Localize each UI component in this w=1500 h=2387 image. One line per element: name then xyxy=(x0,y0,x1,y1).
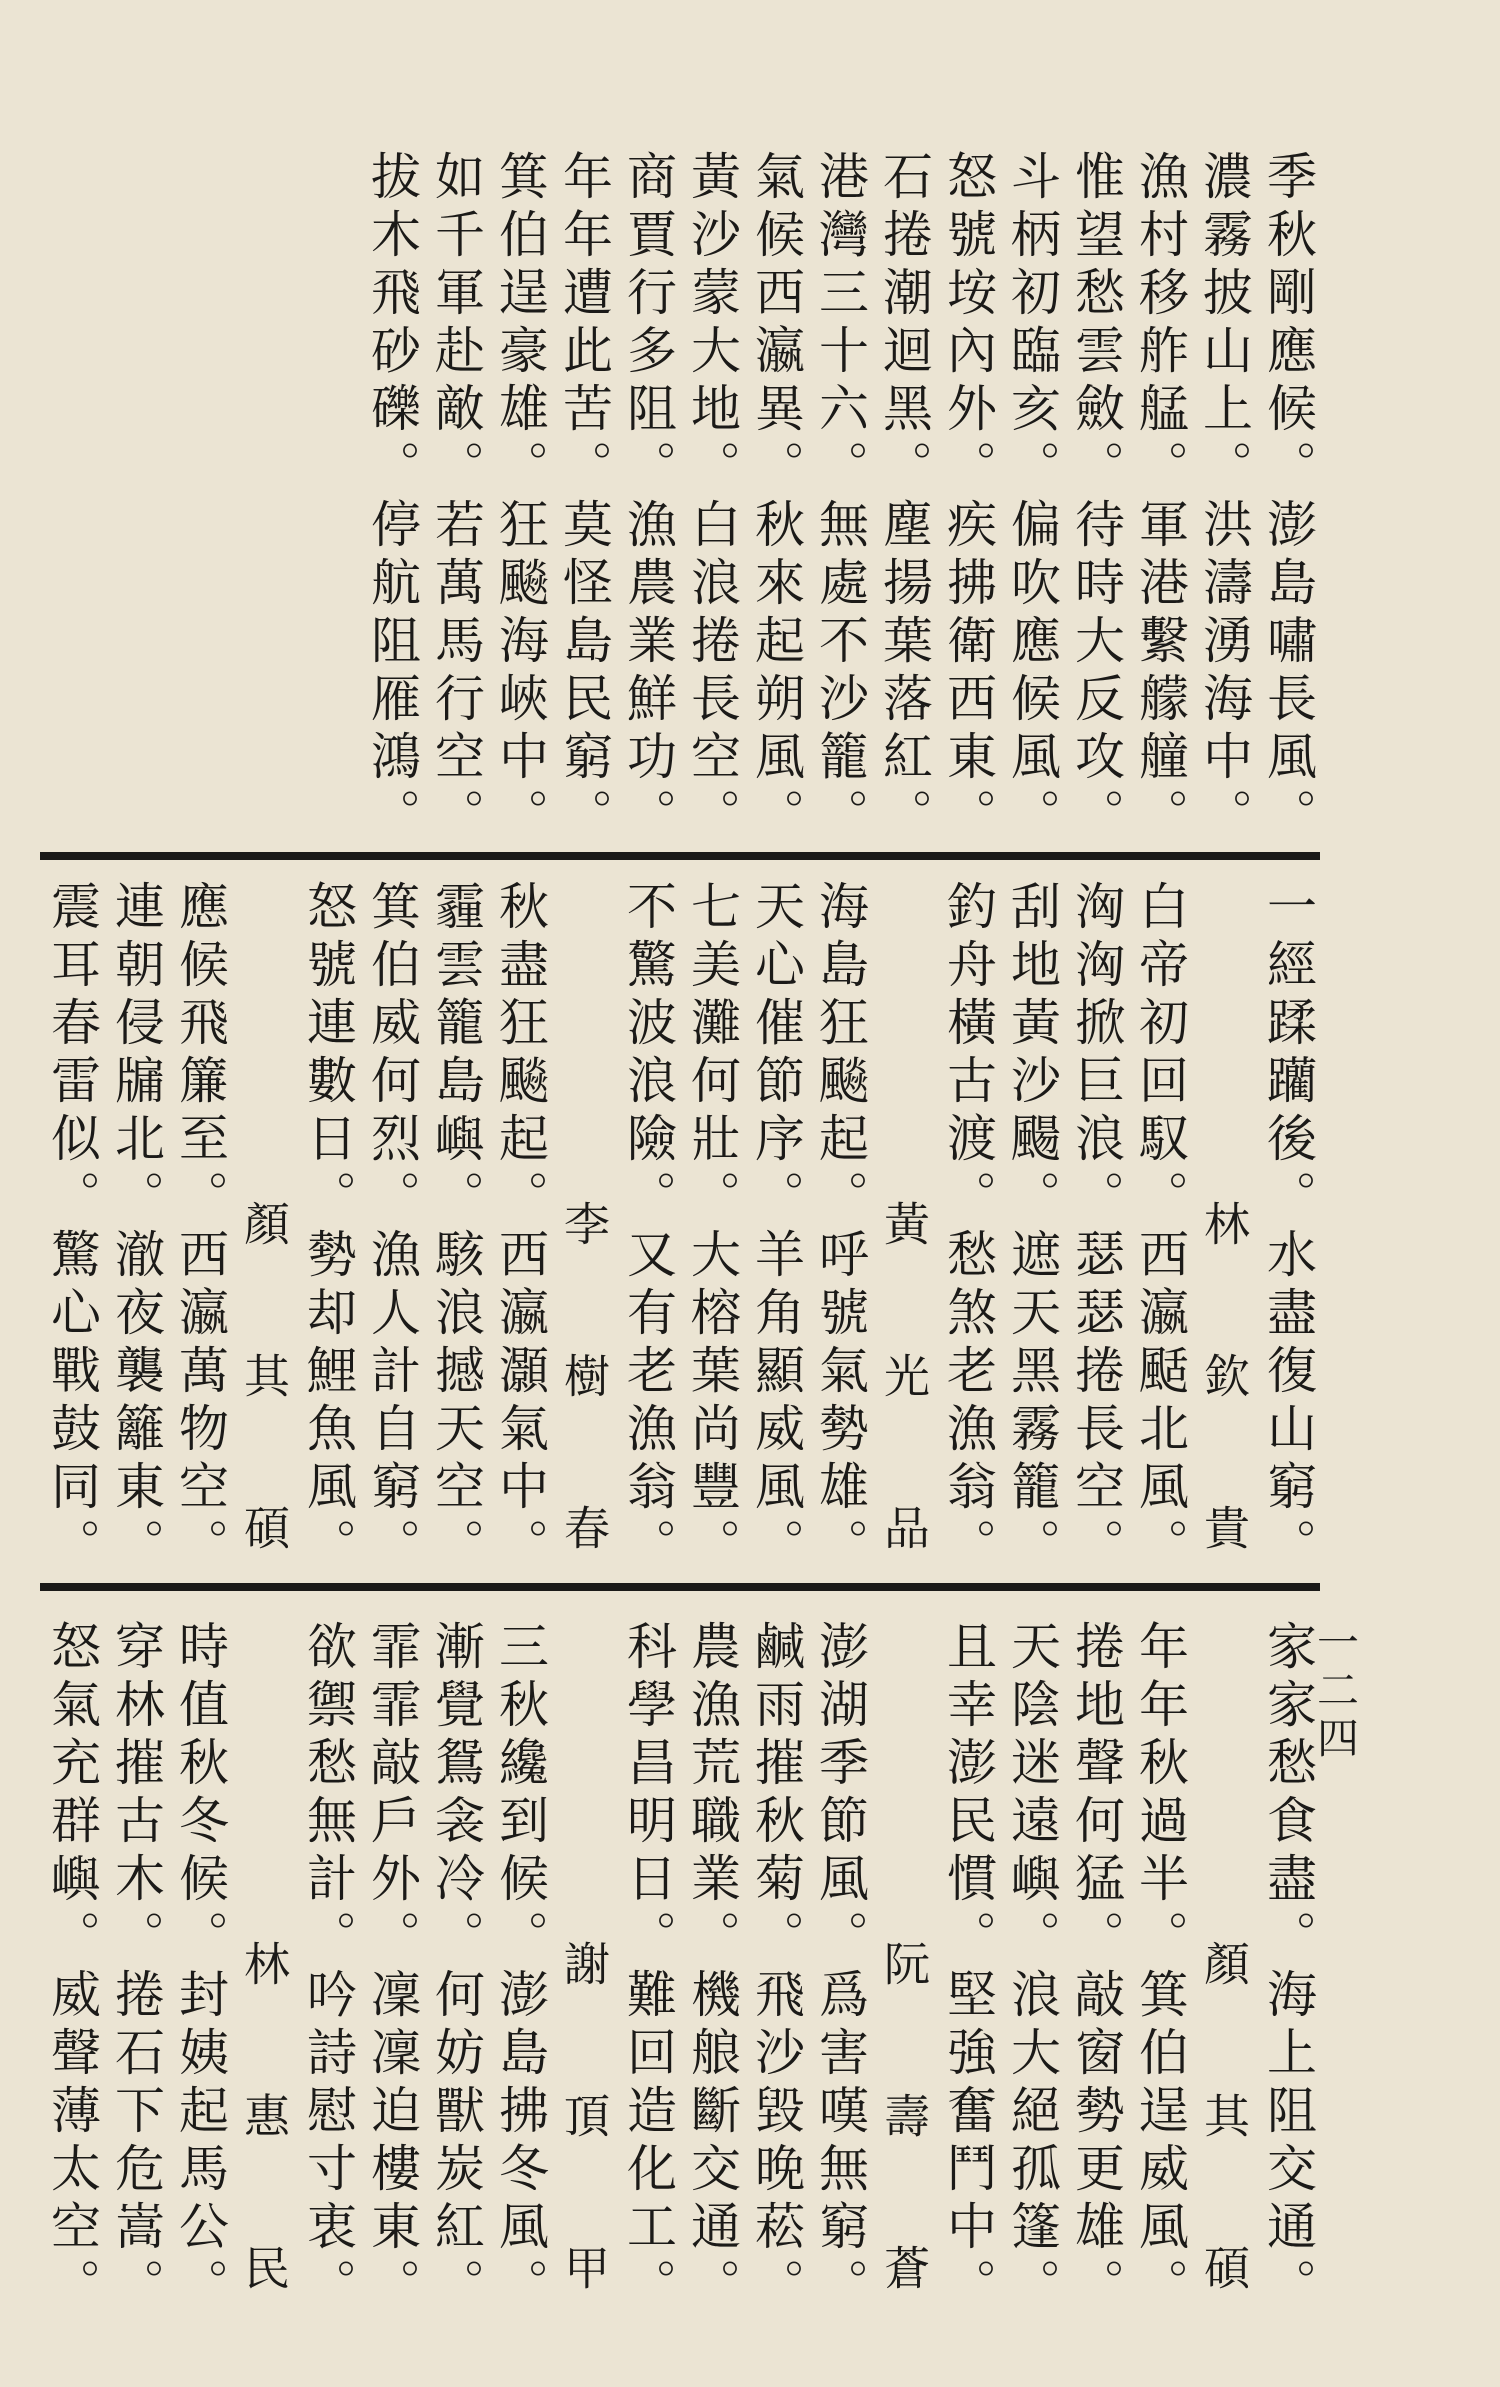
verse-column: 怒號連數日。勢却鯉魚風。 xyxy=(299,880,357,1576)
verse-column: 惟望愁雲斂。待時大反攻。 xyxy=(1067,150,1125,846)
verse-column: 穿林摧古木。捲石下危嵩。 xyxy=(107,1620,165,2316)
author-name: 顏 其 碩 xyxy=(1197,1940,1251,2320)
verse-column: 年年秋過半。箕伯逞威風。 xyxy=(1131,1620,1189,2316)
author-name: 林 欽 貴 xyxy=(1197,1200,1251,1580)
verse-column: 刮地黃沙颺。遮天黑霧籠。 xyxy=(1003,880,1061,1576)
verse-column: 商賈行多阻。漁農業鮮功。 xyxy=(619,150,677,846)
author-name: 謝 頂 甲 xyxy=(557,1940,611,2320)
verse-column: 天心催節序。羊角顯威風。 xyxy=(747,880,805,1576)
verse-column: 怒號垵內外。疾拂衛西東。 xyxy=(939,150,997,846)
poem-band-top xyxy=(40,150,1320,846)
column-group xyxy=(40,880,1320,1580)
verse-column: 霏霏敲戶外。凜凜迫樓東。 xyxy=(363,1620,421,2316)
verse-column: 應候飛簾至。西瀛萬物空。 xyxy=(171,880,229,1576)
verse-column: 黃沙蒙大地。白浪捲長空。 xyxy=(683,150,741,846)
verse-column: 季秋剛應候。澎島嘯長風。 xyxy=(1259,150,1317,846)
verse-column: 如千軍赴敵。若萬馬行空。 xyxy=(427,150,485,846)
verse-column: 一經蹂躪後。水盡復山窮。 xyxy=(1259,880,1317,1576)
author-name: 黃 光 品 xyxy=(877,1200,931,1580)
verse-column: 家家愁食盡。海上阻交通。 xyxy=(1259,1620,1317,2316)
verse-column: 且幸澎民慣。堅強奮鬥中。 xyxy=(939,1620,997,2316)
verse-column: 漸覺鴛衾冷。何妨獸炭紅。 xyxy=(427,1620,485,2316)
poem-band-bottom xyxy=(40,1620,1320,2320)
author-name: 李 樹 春 xyxy=(557,1200,611,1580)
verse-column: 漁村移舴艋。軍港繫艨艟。 xyxy=(1131,150,1189,846)
author-name: 顏 其 碩 xyxy=(237,1200,291,1580)
page-number: 一二四 xyxy=(1311,1620,1360,1764)
verse-column: 濃霧披山上。洪濤湧海中。 xyxy=(1195,150,1253,846)
verse-column: 三秋纔到候。澎島拂冬風。 xyxy=(491,1620,549,2316)
verse-column: 釣舟橫古渡。愁煞老漁翁。 xyxy=(939,880,997,1576)
verse-column: 斗柄初臨亥。偏吹應候風。 xyxy=(1003,150,1061,846)
verse-column: 箕伯逞豪雄。狂飈海峽中。 xyxy=(491,150,549,846)
poem-band-middle xyxy=(40,880,1320,1580)
verse-column: 鹹雨摧秋菊。飛沙毀晚菘。 xyxy=(747,1620,805,2316)
verse-column: 澎湖季節風。爲害嘆無窮。 xyxy=(811,1620,869,2316)
verse-column: 霾雲籠島嶼。駭浪撼天空。 xyxy=(427,880,485,1576)
verse-column: 天陰迷遠嶼。浪大絕孤篷。 xyxy=(1003,1620,1061,2316)
verse-column: 連朝侵牖北。澈夜襲籬東。 xyxy=(107,880,165,1576)
verse-column: 農漁荒職業。機艆斷交通。 xyxy=(683,1620,741,2316)
verse-column: 怒氣充群嶼。威聲薄太空。 xyxy=(43,1620,101,2316)
verse-column: 石捲潮迴黑。塵揚葉落紅。 xyxy=(875,150,933,846)
verse-column: 秋盡狂飈起。西瀛灝氣中。 xyxy=(491,880,549,1576)
verse-column: 箕伯威何烈。漁人計自窮。 xyxy=(363,880,421,1576)
verse-column: 洶洶掀巨浪。瑟瑟捲長空。 xyxy=(1067,880,1125,1576)
verse-column: 海島狂飈起。呼號氣勢雄。 xyxy=(811,880,869,1576)
verse-column: 科學昌明日。難回造化工。 xyxy=(619,1620,677,2316)
verse-column: 欲禦愁無計。吟詩慰寸衷。 xyxy=(299,1620,357,2316)
section-divider xyxy=(40,1583,1320,1591)
verse-column: 氣候西瀛異。秋來起朔風。 xyxy=(747,150,805,846)
verse-column: 年年遭此苦。莫怪島民窮。 xyxy=(555,150,613,846)
verse-column: 七美灘何壯。大榕葉尚豐。 xyxy=(683,880,741,1576)
verse-column: 拔木飛砂礫。停航阻雁鴻。 xyxy=(363,150,421,846)
verse-column: 震耳春雷似。驚心戰鼓同。 xyxy=(43,880,101,1576)
column-group xyxy=(40,150,1320,846)
verse-column: 時值秋冬候。封姨起馬公。 xyxy=(171,1620,229,2316)
verse-column: 捲地聲何猛。敲窗勢更雄。 xyxy=(1067,1620,1125,2316)
verse-column: 港灣三十六。無處不沙籠。 xyxy=(811,150,869,846)
author-name: 林 惠 民 xyxy=(237,1940,291,2320)
column-group xyxy=(40,1620,1320,2320)
verse-column: 白帝初回馭。西瀛颳北風。 xyxy=(1131,880,1189,1576)
verse-column: 不驚波浪險。又有老漁翁。 xyxy=(619,880,677,1576)
author-name: 阮 壽 蒼 xyxy=(877,1940,931,2320)
section-divider xyxy=(40,852,1320,860)
